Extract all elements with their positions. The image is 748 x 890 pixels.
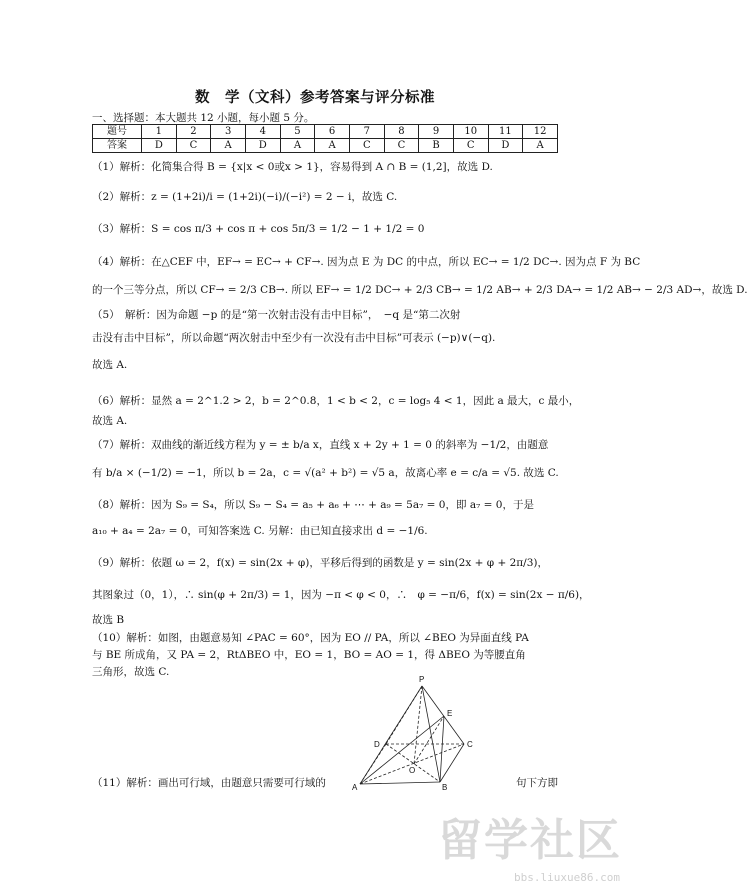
table-cell: 12 xyxy=(523,125,558,139)
table-cell: 答案 xyxy=(93,139,142,153)
solution-line: （7）解析：双曲线的渐近线方程为 y = ± b/a x，直线 x + 2y + 1 = 0 的斜率为 −1/2，由题意 xyxy=(92,439,549,451)
solution-line: 故选 B xyxy=(92,614,125,626)
watermark-logo: 留学社区 xyxy=(438,815,622,866)
solution-line: （6）解析：显然 a = 2^1.2 > 2，b = 2^0.8，1 < b < 2，c = log₅ 4 < 1，因此 a 最大，c 最小， xyxy=(92,395,580,407)
table-cell: C xyxy=(349,139,384,153)
page-title: 数 学（文科）参考答案与评分标准 xyxy=(195,89,435,106)
solution-line: （11）解析：画出可行域，由题意只需要可行域的 xyxy=(92,777,326,789)
table-cell: C xyxy=(384,139,419,153)
point-label: O xyxy=(409,766,416,775)
table-cell: D xyxy=(488,139,523,153)
solution-line: 句下方即 xyxy=(516,777,558,789)
solution-line: 故选 A. xyxy=(92,359,128,371)
table-cell: 题号 xyxy=(93,125,142,139)
point-label: P xyxy=(419,675,425,684)
solution-line: 击没有击中目标”，所以命题“两次射击中至少有一次没有击中目标”可表示 (−p)∨(−q). xyxy=(92,332,496,344)
point-label: A xyxy=(352,783,358,792)
pyramid-figure xyxy=(352,672,482,802)
table-row xyxy=(93,139,558,153)
point-label: E xyxy=(447,709,453,718)
point-label: B xyxy=(442,783,448,792)
table-cell: A xyxy=(523,139,558,153)
table-cell: C xyxy=(453,139,488,153)
section-heading: 一、选择题：本大题共 12 小题，每小题 5 分。 xyxy=(92,112,315,124)
table-cell: C xyxy=(176,139,211,153)
table-cell: 2 xyxy=(176,125,211,139)
solution-line: 其图象过（0，1），∴ sin(φ + 2π/3) = 1，因为 −π < φ < 0，∴ φ = −π/6，f(x) = sin(2x − π/6)， xyxy=(92,589,590,601)
table-row xyxy=(93,125,558,139)
table-cell: 6 xyxy=(315,125,350,139)
table-cell: 5 xyxy=(280,125,315,139)
solution-line: （4）解析：在△CEF 中，EF→ = EC→ + CF→. 因为点 E 为 DC 的中点，所以 EC→ = 1/2 DC→. 因为点 F 为 BC xyxy=(92,256,641,268)
table-cell: 3 xyxy=(211,125,246,139)
point-label: D xyxy=(374,740,380,749)
table-cell: A xyxy=(211,139,246,153)
table-cell: B xyxy=(419,139,454,153)
solution-line: （5） 解析：因为命题 −p 的是“第一次射击没有击中目标”， −q 是“第二次射 xyxy=(92,309,461,321)
solution-line: 的一个三等分点，所以 CF→ = 2/3 CB→. 所以 EF→ = 1/2 DC→ + 2/3 CB→ = 1/2 AB→ + 2/3 DA→ = 1/2 AB→ − 2/3 AD→，故选 D. xyxy=(92,284,748,296)
table-cell: 11 xyxy=(488,125,523,139)
solution-line: a₁₀ + a₄ = 2a₇ = 0，可知答案选 C. 另解：由已知直接求出 d = −1/6. xyxy=(92,525,428,537)
solution-line: （2）解析：z = (1+2i)/i = (1+2i)(−i)/(−i²) = 2 − i，故选 C. xyxy=(92,191,398,203)
table-cell: 8 xyxy=(384,125,419,139)
solution-line: 有 b/a × (−1/2) = −1，所以 b = 2a，c = √(a² + b²) = √5 a，故离心率 e = c/a = √5. 故选 C. xyxy=(92,467,559,479)
point-label: C xyxy=(467,740,473,749)
table-cell: A xyxy=(280,139,315,153)
solution-line: 与 BE 所成角，又 PA = 2，RtΔBEO 中，EO = 1，BO = AO = 1，得 ΔBEO 为等腰直角 xyxy=(92,649,526,661)
solution-line: （8）解析：因为 S₉ = S₄，所以 S₉ − S₄ = a₅ + a₆ + ⋯ + a₉ = 5a₇ = 0，即 a₇ = 0，于是 xyxy=(92,499,534,511)
solution-line: 三角形，故选 C. xyxy=(92,666,170,678)
table-cell: D xyxy=(245,139,280,153)
table-cell: 4 xyxy=(245,125,280,139)
watermark-url: bbs.liuxue86.com xyxy=(514,871,620,884)
table-cell: 1 xyxy=(142,125,177,139)
table-cell: 7 xyxy=(349,125,384,139)
solution-line: 故选 A. xyxy=(92,415,128,427)
answer-table xyxy=(92,124,558,153)
solution-line: （1）解析：化简集合得 B = {x|x < 0或x > 1}，容易得到 A ∩ B = (1,2]，故选 D. xyxy=(92,161,493,173)
solution-line: （3）解析：S = cos π/3 + cos π + cos 5π/3 = 1/2 − 1 + 1/2 = 0 xyxy=(92,223,425,235)
solution-line: （10）解析：如图，由题意易知 ∠PAC = 60°，因为 EO // PA，所以 ∠BEO 为异面直线 PA xyxy=(92,632,529,644)
table-cell: 10 xyxy=(453,125,488,139)
table-cell: D xyxy=(142,139,177,153)
table-cell: 9 xyxy=(419,125,454,139)
solution-line: （9）解析：依题 ω = 2，f(x) = sin(2x + φ)，平移后得到的函数是 y = sin(2x + φ + 2π/3)， xyxy=(92,557,548,569)
table-cell: A xyxy=(315,139,350,153)
